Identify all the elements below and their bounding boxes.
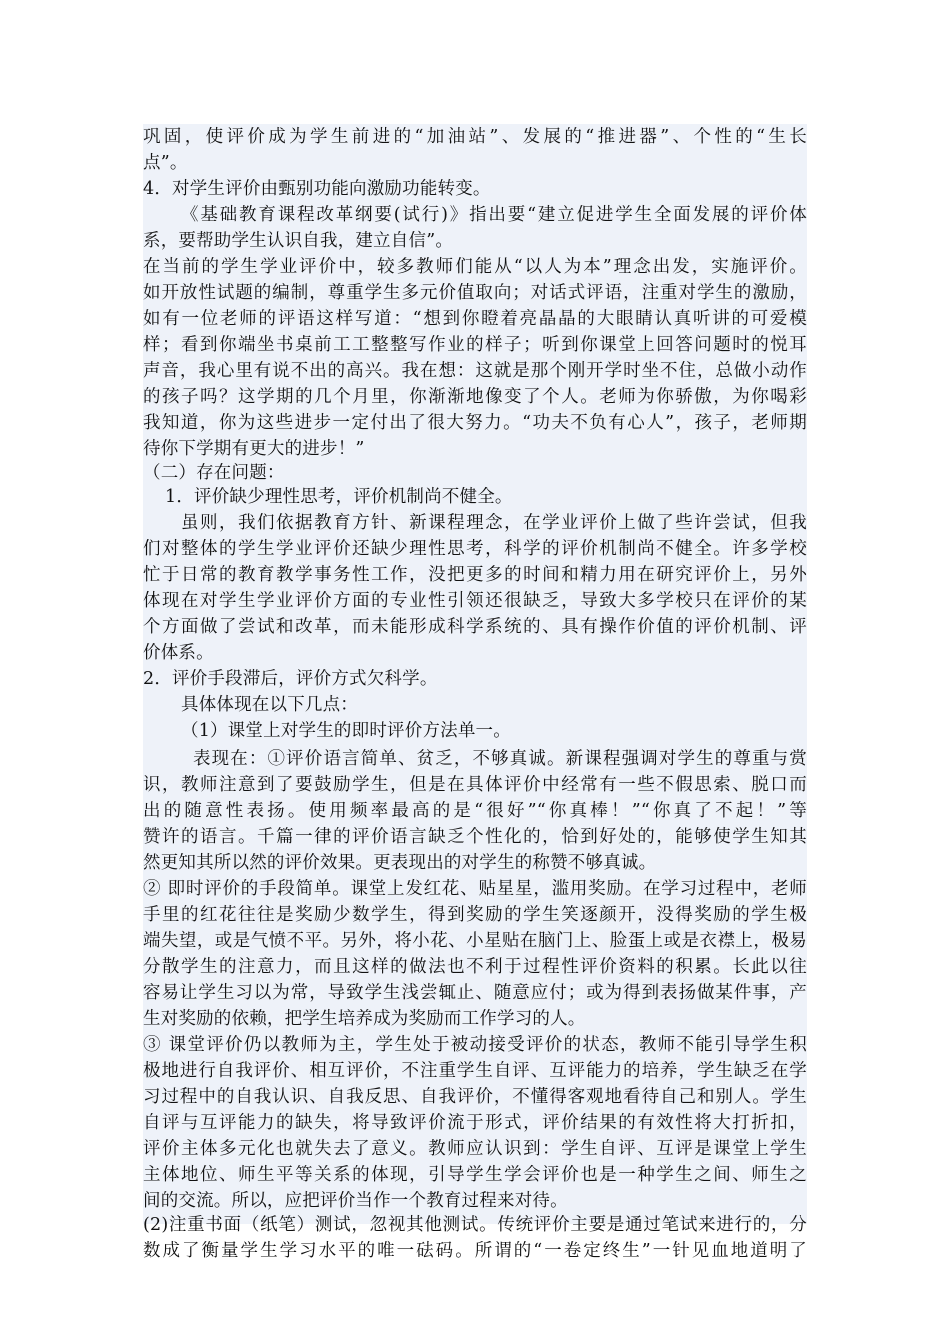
- text-line: 出的随意性表扬。使用频率最高的是“很好”“你真棒！”“你真了不起！”等: [143, 801, 807, 821]
- text-line: 主体地位、师生平等关系的体现，引导学生学会评价也是一种学生之间、师生之: [143, 1165, 807, 1185]
- text-line: 们对整体的学生学业评价还缺少理性思考，科学的评价机制尚不健全。许多学校: [143, 539, 807, 559]
- text-line: 个方面做了尝试和改革，而未能形成科学系统的、具有操作价值的评价机制、评: [143, 617, 807, 637]
- text-line: 端失望，或是气愤不平。另外，将小花、小星贴在脑门上、脸蛋上或是衣襟上，极易: [143, 931, 807, 951]
- text-line: 价体系。: [143, 643, 214, 663]
- text-line: 生对奖励的依赖，把学生培养成为奖励而工作学习的人。: [143, 1009, 586, 1029]
- text-line: 样；看到你端坐书桌前工工整整写作业的样子；听到你课堂上回答问题时的悦耳: [143, 335, 807, 355]
- subsection-heading: （1）课堂上对学生的即时评价方法单一。: [181, 721, 511, 741]
- subsection-heading: 2．评价手段滞后，评价方式欠科学。: [143, 669, 438, 689]
- text-line: 《基础教育课程改革纲要(试行)》指出要“建立促进学生全面发展的评价体: [181, 205, 807, 225]
- text-line: 容易让学生习以为常，导致学生浅尝辄止、随意应付；或为得到表扬做某件事，产: [143, 983, 807, 1003]
- text-line: (2)注重书面（纸笔）测试，忽视其他测试。传统评价主要是通过笔试来进行的，分: [143, 1215, 807, 1235]
- text-line: 系，要帮助学生认识自我，建立自信”。: [143, 231, 454, 251]
- text-line: 点”。: [143, 153, 188, 173]
- text-line: 数成了衡量学生学习水平的唯一砝码。所谓的“一卷定终生”一针见血地道明了: [143, 1241, 807, 1261]
- text-line: 待你下学期有更大的进步！”: [143, 439, 365, 459]
- text-line: 然更知其所以然的评价效果。更表现出的对学生的称赞不够真诚。: [143, 853, 657, 873]
- text-line: 在当前的学生学业评价中，较多教师们能从“以人为本”理念出发，实施评价。: [143, 257, 807, 277]
- text-line: 虽则，我们依据教育方针、新课程理念，在学业评价上做了些许尝试，但我: [181, 513, 807, 533]
- text-line: 具体体现在以下几点：: [181, 695, 358, 715]
- section-heading: （二）存在问题：: [143, 463, 285, 483]
- text-line: 自评与互评能力的缺失，将导致评价流于形式，评价结果的有效性将大打折扣，: [143, 1113, 807, 1133]
- text-line: 间的交流。所以，应把评价当作一个教育过程来对待。: [143, 1191, 568, 1211]
- text-line: 评价主体多元化也就失去了意义。教师应认识到：学生自评、互评是课堂上学生: [143, 1139, 807, 1159]
- text-line: 手里的红花往往是奖励少数学生，得到奖励的学生笑逐颜开，没得奖励的学生极: [143, 905, 807, 925]
- text-line: ② 即时评价的手段简单。课堂上发红花、贴星星，滥用奖励。在学习过程中，老师: [143, 879, 807, 899]
- text-line: ③ 课堂评价仍以教师为主，学生处于被动接受评价的状态，教师不能引导学生积: [143, 1035, 807, 1055]
- text-line: 如有一位老师的评语这样写道：“想到你瞪着亮晶晶的大眼睛认真听讲的可爱模: [143, 309, 807, 329]
- text-line: 赞许的语言。千篇一律的评价语言缺乏个性化的，恰到好处的，能够使学生知其: [143, 827, 807, 847]
- subsection-heading: 1．评价缺少理性思考，评价机制尚不健全。: [165, 487, 513, 507]
- text-line: 如开放性试题的编制，尊重学生多元价值取向；对话式评语，注重对学生的激励，: [143, 283, 807, 303]
- text-line: 的孩子吗？这学期的几个月里，你渐渐地像变了个人。老师为你骄傲，为你喝彩: [143, 387, 807, 407]
- text-line: 我知道，你为这些进步一定付出了很大努力。“功夫不负有心人”，孩子，老师期: [143, 413, 807, 433]
- text-line: 体现在对学生学业评价方面的专业性引领还很缺乏，导致大多学校只在评价的某: [143, 591, 807, 611]
- text-line: 极地进行自我评价、相互评价，不注重学生自评、互评能力的培养，学生缺乏在学: [143, 1061, 807, 1081]
- text-line: 表现在：①评价语言简单、贫乏，不够真诚。新课程强调对学生的尊重与赏: [193, 749, 807, 769]
- text-line: 习过程中的自我认识、自我反思、自我评价，不懂得客观地看待自己和别人。学生: [143, 1087, 807, 1107]
- text-line: 声音，我心里有说不出的高兴。我在想：这就是那个刚开学时坐不住，总做小动作: [143, 361, 807, 381]
- text-line: 巩固，使评价成为学生前进的“加油站”、发展的“推进器”、个性的“生长: [143, 127, 807, 147]
- text-line: 分散学生的注意力，而且这样的做法也不利于过程性评价资料的积累。长此以往: [143, 957, 807, 977]
- text-line: 忙于日常的教育教学事务性工作，没把更多的时间和精力用在研究评价上，另外: [143, 565, 807, 585]
- text-line: 识，教师注意到了要鼓励学生，但是在具体评价中经常有一些不假思索、脱口而: [143, 775, 807, 795]
- document-text-block: [143, 124, 807, 1261]
- text-line: 4．对学生评价由甄别功能向激励功能转变。: [143, 179, 491, 199]
